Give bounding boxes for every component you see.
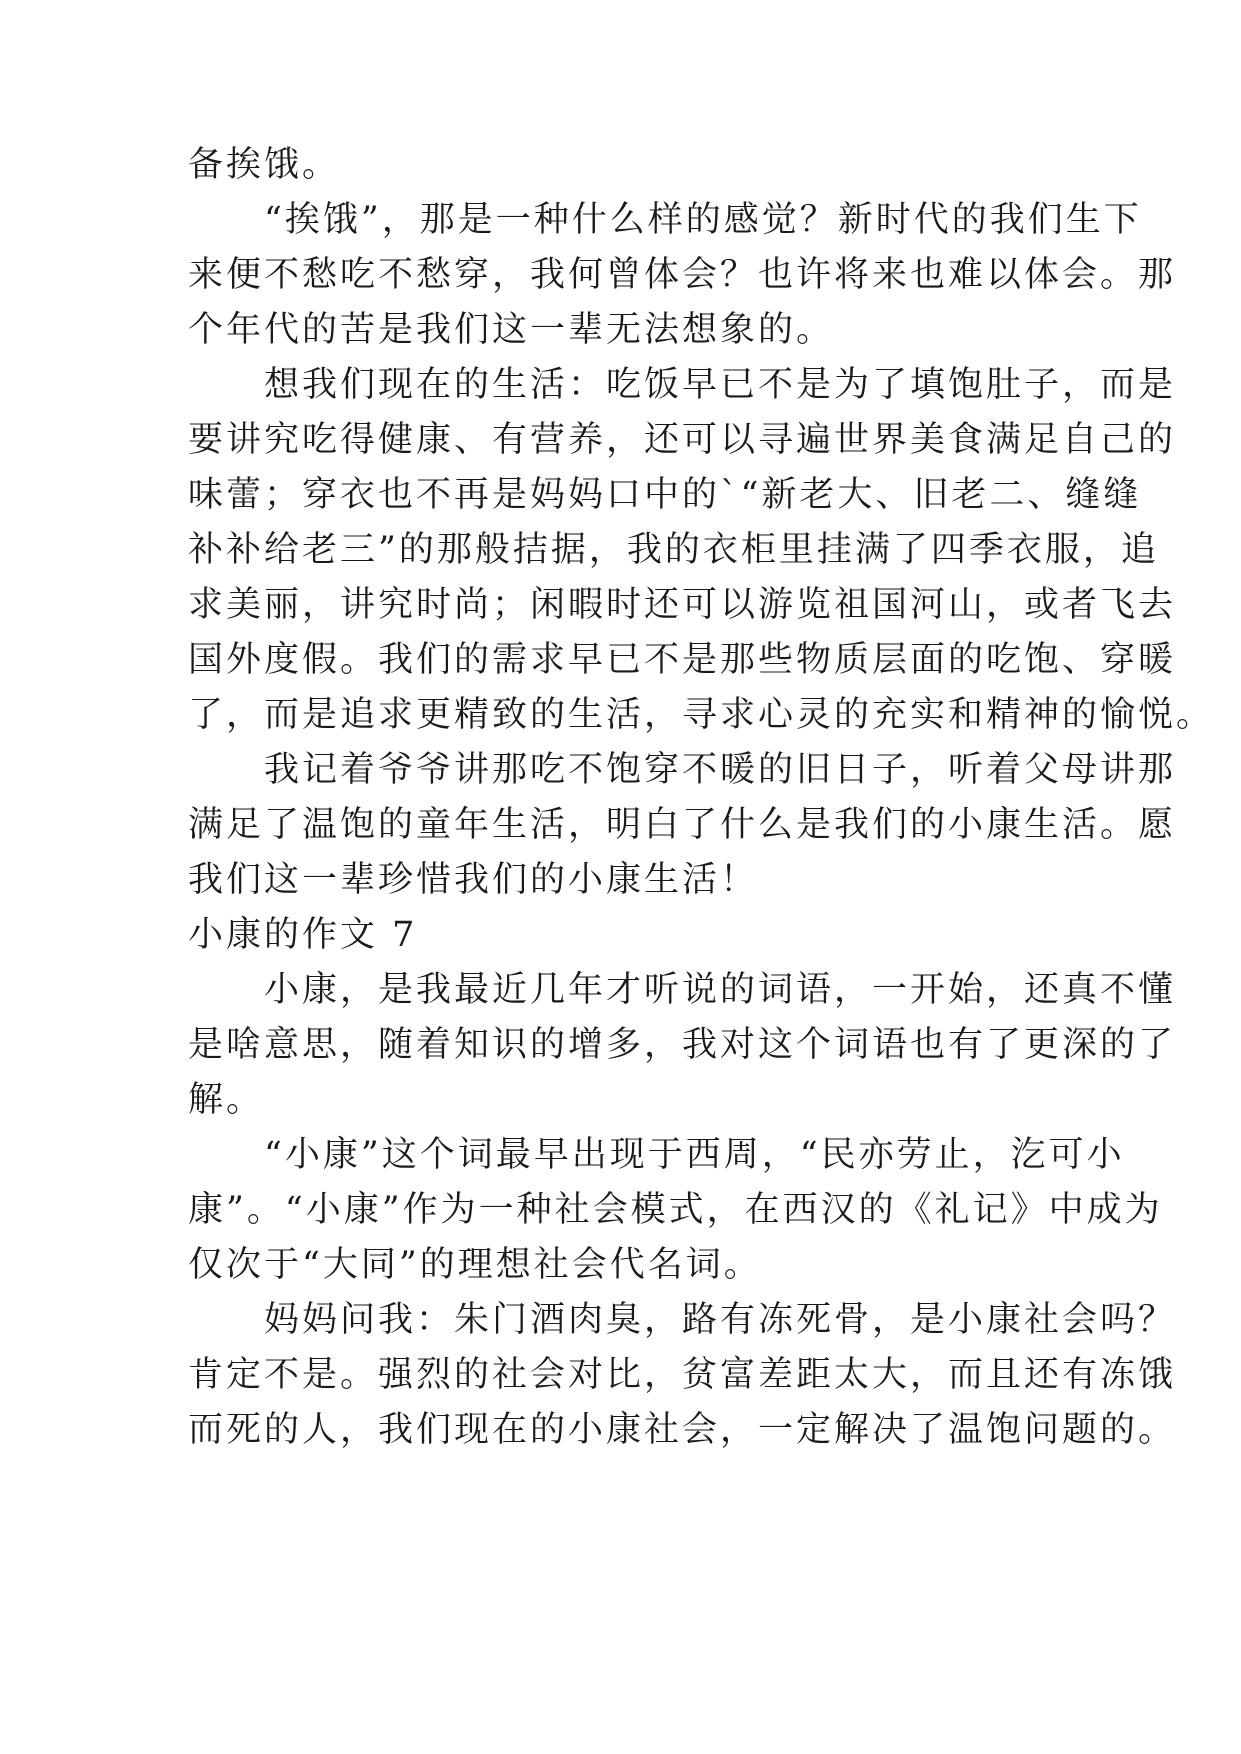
text-line: “小康”这个词最早出现于西周，“民亦劳止，汔可小 [188,1135,1125,1175]
text-line: 了，而是追求更精致的生活，寻求心灵的充实和精神的愉悦。 [188,695,1215,735]
text-line: 是啥意思，随着知识的增多，我对这个词语也有了更深的了 [188,1025,1177,1065]
text-line: 味蕾；穿衣也不再是妈妈口中的`“新老大、旧老二、缝缝 [188,475,1142,515]
text-line: 补补给老三”的那般拮据，我的衣柜里挂满了四季衣服，追 [188,530,1159,570]
text-line: 解。 [188,1080,265,1120]
text-line: 国外度假。我们的需求早已不是那些物质层面的吃饱、穿暖 [188,640,1177,680]
text-line: 备挨饿。 [188,145,341,185]
text-line: 来便不愁吃不愁穿，我何曾体会？也许将来也难以体会。那 [188,255,1177,295]
text-line: 我记着爷爷讲那吃不饱穿不暖的旧日子，听着父母讲那 [188,750,1177,790]
text-line: 想我们现在的生活：吃饭早已不是为了填饱肚子，而是 [188,365,1177,405]
text-line: 个年代的苦是我们这一辈无法想象的。 [188,310,835,350]
text-line: “挨饿”，那是一种什么样的感觉？新时代的我们生下 [188,200,1142,240]
text-line: 而死的人，我们现在的小康社会，一定解决了温饱问题的。 [188,1410,1177,1450]
text-line: 妈妈问我：朱门酒肉臭，路有冻死骨，是小康社会吗？ [188,1300,1177,1340]
section-heading: 小康的作文 7 [188,915,418,955]
text-line: 肯定不是。强烈的社会对比，贫富差距太大，而且还有冻饿 [188,1355,1177,1395]
text-line: 小康，是我最近几年才听说的词语，一开始，还真不懂 [188,970,1177,1010]
text-line: 求美丽，讲究时尚；闲暇时还可以游览祖国河山，或者飞去 [188,585,1177,625]
text-line: 要讲究吃得健康、有营养，还可以寻遍世界美食满足自己的 [188,420,1177,460]
text-line: 我们这一辈珍惜我们的小康生活！ [188,860,759,900]
text-line: 满足了温饱的童年生活，明白了什么是我们的小康生活。愿 [188,805,1177,845]
text-line: 康”。“小康”作为一种社会模式，在西汉的《礼记》中成为 [188,1190,1163,1230]
text-line: 仅次于“大同”的理想社会代名词。 [188,1245,762,1285]
